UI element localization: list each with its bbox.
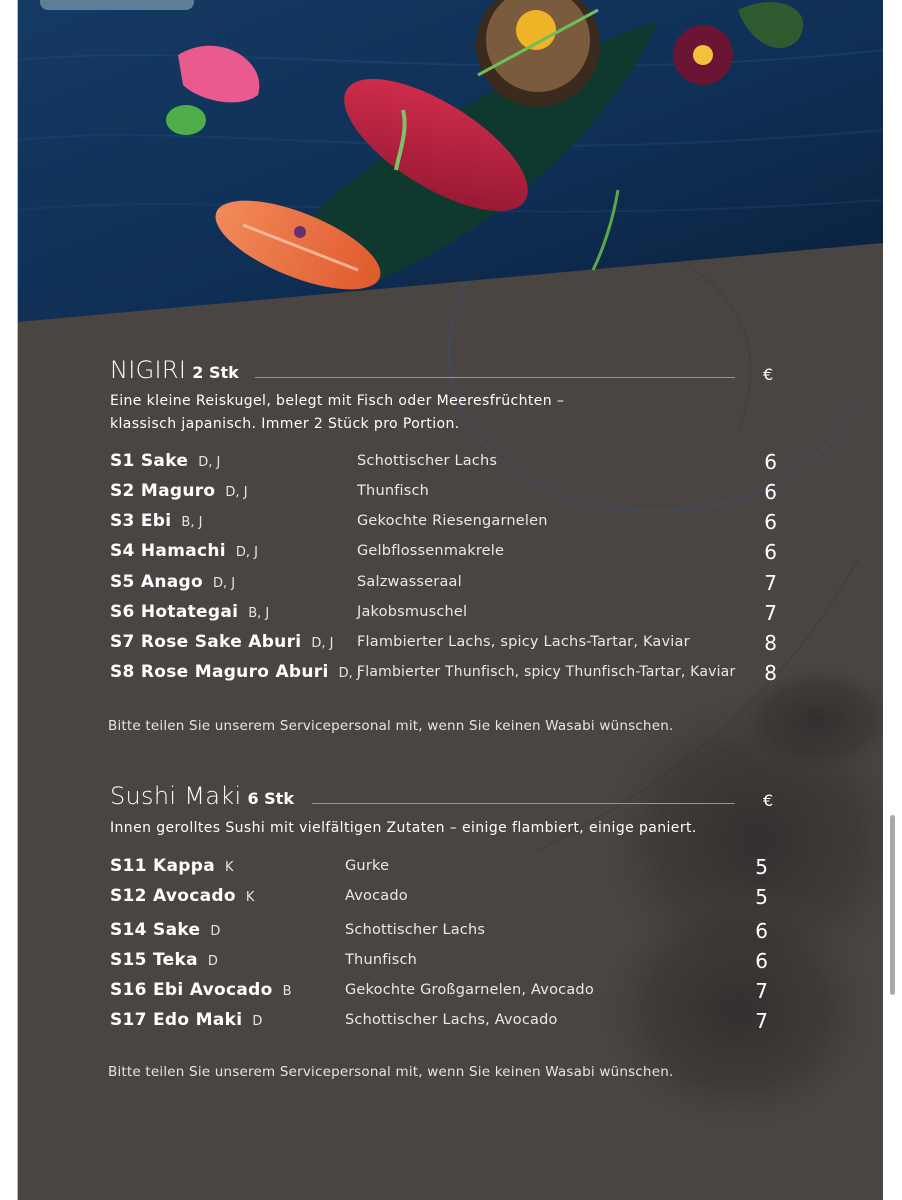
menu-item (110, 572, 777, 598)
menu-item (110, 662, 777, 688)
menu-item (110, 632, 777, 658)
item-description: Thunfisch (345, 952, 418, 968)
item-description: Flambierter Lachs, spicy Lachs-Tartar, Kaviar (357, 634, 690, 650)
item-price: 7 (764, 601, 777, 625)
item-name: S6 Hotategai (110, 602, 239, 622)
item-allergens: B, J (248, 606, 270, 621)
section-rule (255, 377, 735, 378)
item-name: S4 Hamachi (110, 541, 226, 561)
item-allergens: K (245, 890, 255, 905)
item-description: Schottischer Lachs, Avocado (345, 1012, 558, 1028)
item-allergens: K (224, 860, 234, 875)
item-name: S14 Sake (110, 920, 201, 940)
item-description: Gelbflossenmakrele (357, 543, 505, 559)
section-title-sushi-maki (110, 782, 294, 810)
menu-item (110, 886, 777, 912)
item-description: Thunfisch (357, 483, 430, 499)
top-tab[interactable] (40, 0, 194, 10)
item-price: 7 (764, 571, 777, 595)
section-name: Sushi Maki (110, 782, 242, 810)
menu-page (18, 0, 883, 1200)
item-name: S2 Maguro (110, 481, 216, 501)
item-name: S16 Ebi Avocado (110, 980, 273, 1000)
item-allergens: D, J (198, 455, 221, 470)
item-price: 6 (764, 510, 777, 534)
item-allergens: D (210, 924, 221, 939)
item-allergens: D, J (225, 485, 248, 500)
item-price: 5 (755, 855, 768, 879)
item-price: 6 (764, 540, 777, 564)
item-name: S12 Avocado (110, 886, 236, 906)
section-description (110, 390, 670, 436)
item-description: Schottischer Lachs (357, 453, 498, 469)
item-price: 5 (755, 885, 768, 909)
item-allergens: D, J (338, 666, 361, 681)
currency-label: € (763, 365, 774, 384)
wasabi-note: Bitte teilen Sie unserem Servicepersonal mit, wenn Sie keinen Wasabi wünschen. (108, 718, 674, 734)
menu-item (110, 541, 777, 567)
section-description (110, 817, 790, 840)
item-allergens: B, J (181, 515, 203, 530)
item-description: Schottischer Lachs (345, 922, 486, 938)
menu-item (110, 511, 777, 537)
item-name: S3 Ebi (110, 511, 172, 531)
item-name: S8 Rose Maguro Aburi (110, 662, 329, 682)
wasabi-note: Bitte teilen Sie unserem Servicepersonal mit, wenn Sie keinen Wasabi wünschen. (108, 1064, 674, 1080)
item-allergens: D, J (212, 576, 236, 591)
menu-item (110, 856, 777, 882)
item-price: 6 (755, 949, 768, 973)
item-description: Jakobsmuschel (357, 604, 468, 620)
section-name: NIGIRI (110, 356, 187, 384)
menu-item (110, 980, 777, 1006)
item-name: S5 Anago (110, 572, 203, 592)
menu-item (110, 602, 777, 628)
menu-item (110, 481, 777, 507)
scrollbar-thumb[interactable] (890, 815, 895, 995)
item-description: Gekochte Großgarnelen, Avocado (345, 982, 594, 998)
description-line: Innen gerolltes Sushi mit vielfältigen Zutaten – einige flambiert, einige paniert. (110, 820, 697, 836)
item-name: S11 Kappa (110, 856, 215, 876)
item-allergens: D, J (235, 545, 258, 560)
item-description: Salzwasseraal (357, 574, 462, 590)
section-rule (312, 803, 735, 804)
item-price: 6 (764, 480, 777, 504)
currency-label: € (763, 791, 774, 810)
section-title-nigiri (110, 356, 239, 384)
item-allergens: D, J (311, 636, 334, 651)
section-count: 2 Stk (192, 363, 239, 382)
item-description: Avocado (345, 888, 408, 904)
item-name: S17 Edo Maki (110, 1010, 243, 1030)
item-price: 8 (764, 631, 777, 655)
description-line: Eine kleine Reiskugel, belegt mit Fisch oder Meeresfrüchten – (110, 393, 565, 409)
item-name: S1 Sake (110, 451, 189, 471)
scrollbar-track[interactable] (884, 0, 902, 1200)
item-price: 7 (755, 979, 768, 1003)
item-price: 8 (764, 661, 777, 685)
item-allergens: B (282, 984, 292, 999)
item-allergens: D (252, 1014, 263, 1029)
item-price: 7 (755, 1009, 768, 1033)
item-description: Flambierter Thunfisch, spicy Thunfisch-Tartar, Kaviar (357, 664, 736, 680)
item-description: Gurke (345, 858, 390, 874)
menu-item (110, 920, 777, 946)
item-price: 6 (764, 450, 777, 474)
item-description: Gekochte Riesengarnelen (357, 513, 548, 529)
sushi-photo (18, 0, 883, 330)
menu-item (110, 1010, 777, 1036)
menu-item (110, 451, 777, 477)
item-name: S15 Teka (110, 950, 198, 970)
menu-item (110, 950, 777, 976)
item-name: S7 Rose Sake Aburi (110, 632, 302, 652)
section-count: 6 Stk (247, 789, 294, 808)
item-price: 6 (755, 919, 768, 943)
description-line: klassisch japanisch. Immer 2 Stück pro Portion. (110, 416, 460, 432)
item-allergens: D (207, 954, 218, 969)
